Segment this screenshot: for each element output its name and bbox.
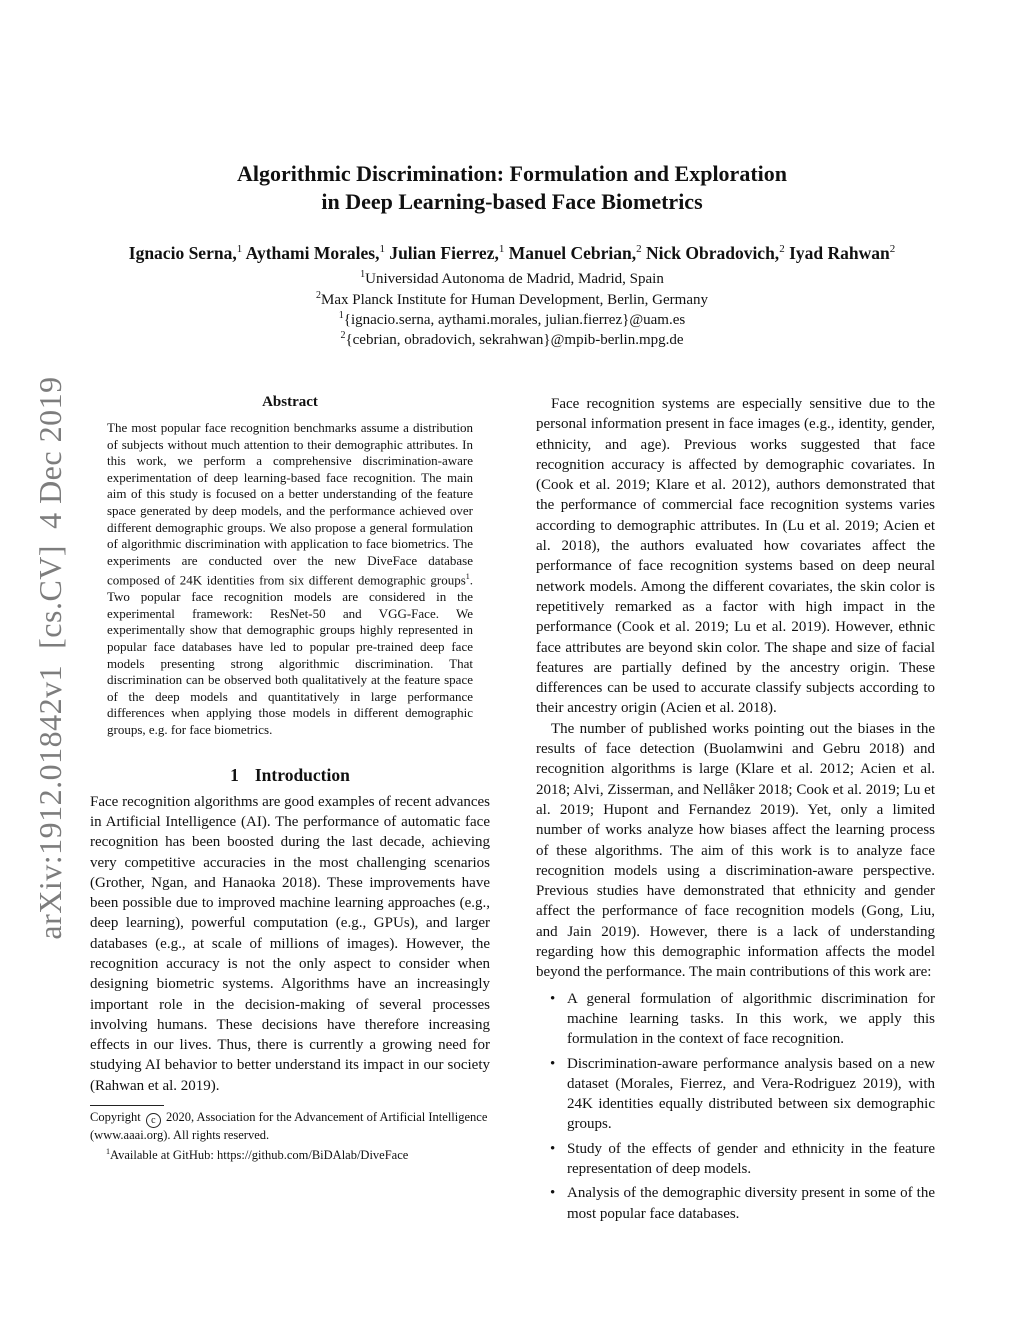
footnote-mark: 1 — [465, 572, 470, 582]
body-paragraph: The number of published works pointing out the biases in the results of face detection (Buolamwini and Gebru 2018) and recognition algorithms is large (Klare et al. 2012; Acien et al. 2018; Alvi, Zisserman, and Nellåker 2018; Cook et al. 2019; Lu et al. 2019; Hupont and Fernandez 2019). Yet, only a limited number of works analyze how biases affect the learning process of these algorithms. The aim of this work is to analyze face recognition models using a discrimination-aware perspective. Previous studies have demonstrated that ethnicity and gender affect the performance of face recognition models (Gong, Liu, and Jain 2019). However, there is a lack of understanding regarding how this demographic information affects the model beyond the performance. The main contributions of this work are: — [536, 720, 935, 981]
list-item — [536, 1054, 935, 1135]
left-column — [90, 394, 490, 1163]
list-item — [536, 1183, 935, 1224]
affiliation-text: Max Planck Institute for Human Development, Berlin, Germany — [321, 292, 708, 308]
copyright-text: Copyright — [90, 1110, 141, 1125]
author-affiliation-mark: 1 — [498, 243, 505, 256]
footnote-text: Available at GitHub: https://github.com/BiDAlab/DiveFace — [110, 1147, 409, 1162]
abstract-heading: Abstract — [262, 394, 318, 410]
list-item — [536, 989, 935, 1050]
paper-title — [60, 160, 964, 216]
author-affiliation-mark: 2 — [779, 243, 785, 256]
paper-title-line-2: in Deep Learning-based Face Biometrics — [321, 189, 703, 214]
copyright-notice — [90, 1110, 490, 1144]
copyright-text: 2020, Association for the Advancement of Artificial Intelligence (www.aaai.org). All rights reserved. — [90, 1110, 488, 1143]
affiliation-mark: 2 — [316, 290, 321, 301]
affiliation-mark: 2 — [340, 330, 346, 341]
right-column — [536, 394, 935, 1228]
author-affiliation-mark: 1 — [379, 243, 385, 256]
affiliation-mark: 1 — [338, 310, 344, 321]
affiliation-text: Universidad Autonoma de Madrid, Madrid, Spain — [365, 271, 664, 287]
arxiv-identifier-stamp — [32, 360, 69, 939]
author: Julian Fierrez, — [389, 243, 499, 263]
abstract-text-part: . Two popular face recognition models are considered in the experimental framework: ResNet-50 and VGG-Face. We experimentally show that demographic groups highly represented in popular face databases have led to popular pre-trained deep face models presenting strong algorithmic discrimination. That discrimination can be observed both qualitatively at the feature space of the deep models and quantitatively in large performance differences when applying those models in different demographic groups, e.g. for face biometrics. — [107, 572, 473, 738]
bullet-icon: • — [550, 1140, 556, 1157]
title-block — [60, 160, 964, 216]
footnote-1 — [90, 1144, 490, 1164]
bullet-icon: • — [550, 990, 556, 1007]
contributions-list — [536, 989, 935, 1224]
bullet-icon: • — [550, 1055, 556, 1072]
author: Iyad Rahwan — [789, 243, 890, 263]
email-text: {cebrian, obradovich, sekrahwan}@mpib-berlin.mpg.de — [345, 332, 684, 348]
author: Aythami Morales, — [245, 243, 380, 263]
footnote-divider — [90, 1105, 164, 1106]
paper-title-line-1: Algorithmic Discrimination: Formulation and Exploration — [237, 161, 787, 186]
list-item-text: Analysis of the demographic diversity present in some of the most popular face databases. — [567, 1185, 935, 1222]
author: Nick Obradovich, — [645, 243, 780, 263]
section-heading-introduction — [90, 765, 490, 786]
author-affiliation-mark: 1 — [236, 243, 243, 256]
footnote-mark: 1 — [106, 1146, 110, 1156]
section-number: 1 — [230, 764, 239, 785]
bullet-icon: • — [550, 1185, 556, 1202]
introduction-paragraph: Face recognition algorithms are good examples of recent advances in Artificial Intelligence (AI). The performance of automatic face recognition has been boosted during the last decade, achieving very competitive accuracies in the most challenging scenarios (Grother, Ngan, and Hanaoka 2018). These improvements have been possible due to improved machine learning approaches (e.g., deep learning), powerful computation (e.g., GPUs), and larger databases (e.g., at scale of millions of images). However, the recognition accuracy is not the only aspect to consider when designing biometric systems. Algorithms have an increasingly important role in the decision-making of several processes involving humans. These decisions have therefore increasing effects in our lives. Thus, there is currently a growing need for studying AI behavior to better understand its impact in our society (Rahwan et al. 2019). — [90, 793, 490, 1094]
list-item — [536, 1139, 935, 1180]
affiliation-mark: 1 — [360, 269, 366, 280]
list-item-text: Discrimination-aware performance analysis based on a new dataset (Morales, Fierrez, and Vera-Rodriguez 2019), with 24K identities equally distributed between six demographic groups. — [567, 1055, 935, 1133]
arxiv-category: [cs.CV] — [32, 544, 68, 649]
section-title: Introduction — [254, 764, 350, 785]
email-text: {ignacio.serna, aythami.morales, julian.fierrez}@uam.es — [343, 312, 686, 328]
copyright-symbol: c — [146, 1113, 161, 1128]
body-paragraph: Face recognition systems are especially sensitive due to the personal information present in face images (e.g., identity, gender, ethnicity, and age). Previous works suggested that face recognition accuracy is affected by demographic covariates. In (Cook et al. 2019; Klare et al. 2012), authors demonstrated that the performance of commercial face recognition systems varies according to demographic attributes. In (Lu et al. 2019; Acien et al. 2018), the authors evaluated how covariates affect the performance of face recognition systems based on deep neural network models. Among the different covariates, the skin color is repetitively remarked as a factor with high impact in the performance (Cook et al. 2019; Lu et al. 2019). However, ethnic face attributes are beyond skin color. The shape and size of facial features are partially defined by the ancestry origin. These differences can be used to accurate classify subjects according to their ancestry origin (Acien et al. 2018). — [536, 396, 935, 717]
abstract-text-part: The most popular face recognition benchmarks assume a distribution of subjects without much attention to their demographic attributes. In this work, we perform a comprehensive discrimination-aware experimentation of deep learning-based face recognition. The main aim of this study is focused on a better understanding of the feature space generated by deep models, and the performance achieved over different demographic groups. We also propose a general formulation of algorithmic discrimination with application to face biometrics. The experiments are conducted over the new DiveFace database composed of 24K identities from six different demographic groups — [107, 420, 473, 588]
arxiv-date: 4 Dec 2019 — [32, 376, 68, 529]
author-affiliation-mark: 2 — [636, 243, 642, 256]
list-item-text: A general formulation of algorithmic discrimination for machine learning tasks. In this work, we apply this formulation in the context of face recognition. — [567, 990, 935, 1048]
author: Ignacio Serna, — [128, 243, 237, 263]
author-affiliation-mark: 2 — [889, 243, 896, 256]
author-list — [40, 243, 984, 264]
email-line — [60, 326, 964, 350]
abstract-text — [107, 420, 473, 739]
arxiv-id: arXiv:1912.01842v1 — [32, 664, 68, 940]
list-item-text: Study of the effects of gender and ethnicity in the feature representation of deep models. — [567, 1140, 935, 1177]
author: Manuel Cebrian, — [508, 243, 637, 263]
